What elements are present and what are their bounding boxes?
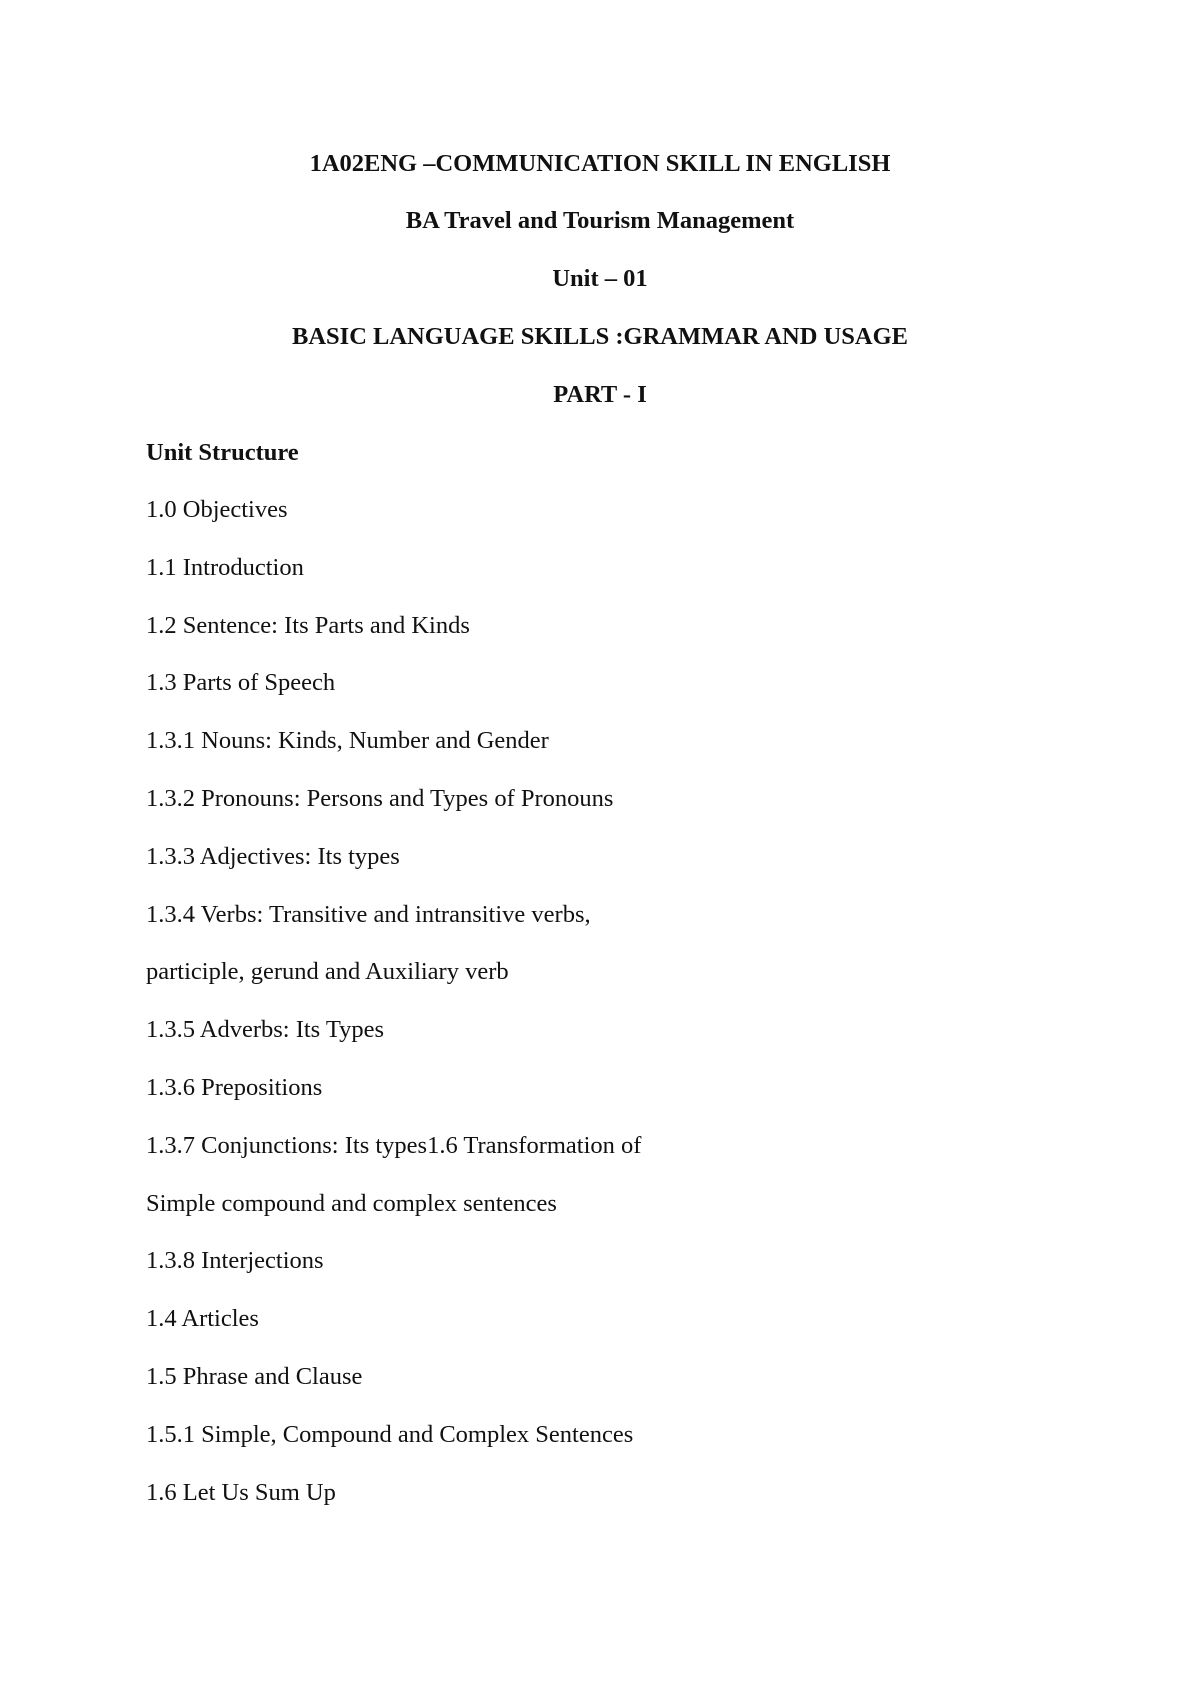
toc-item: 1.3.2 Pronouns: Persons and Types of Pronouns [146,784,614,812]
toc-item: 1.3.1 Nouns: Kinds, Number and Gender [146,727,549,755]
toc-item: 1.5 Phrase and Clause [146,1362,363,1390]
toc-item: Simple compound and complex sentences [146,1189,557,1217]
unit-structure-list [146,495,641,1535]
unit-structure-heading: Unit Structure [146,439,299,466]
toc-item: 1.3.6 Prepositions [146,1073,323,1101]
toc-item: 1.4 Articles [146,1305,259,1333]
toc-item: 1.0 Objectives [146,496,288,523]
part-label: PART - I [553,381,647,408]
toc-item: 1.3.3 Adjectives: Its types [146,842,400,870]
toc-item: 1.3.5 Adverbs: Its Types [146,1016,385,1044]
toc-item: 1.3 Parts of Speech [146,669,336,697]
toc-item: 1.3.8 Interjections [146,1247,324,1275]
unit-title: BASIC LANGUAGE SKILLS :GRAMMAR AND USAGE [292,323,908,350]
course-title: 1A02ENG –COMMUNICATION SKILL IN ENGLISH [309,150,891,177]
toc-item: 1.1 Introduction [146,553,304,581]
toc-item: 1.3.4 Verbs: Transitive and intransitive verbs, [146,900,591,928]
toc-item: 1.2 Sentence: Its Parts and Kinds [146,611,470,639]
programme-name: BA Travel and Tourism Management [405,207,795,234]
unit-number: Unit – 01 [552,265,648,292]
toc-item: 1.3.7 Conjunctions: Its types1.6 Transformation of [146,1131,642,1159]
toc-item: participle, gerund and Auxiliary verb [146,958,509,986]
toc-item: 1.6 Let Us Sum Up [146,1478,336,1506]
toc-item: 1.5.1 Simple, Compound and Complex Sentences [146,1420,634,1448]
